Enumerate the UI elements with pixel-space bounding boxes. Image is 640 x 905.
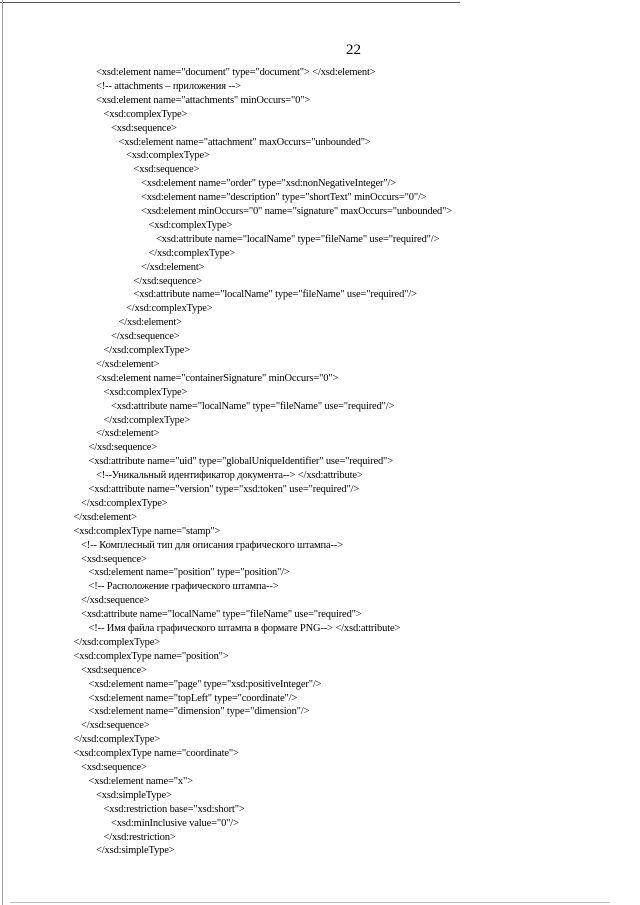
code-line: <xsd:complexType name="stamp"> (73, 525, 221, 537)
code-line: <xsd:complexType name="coordinate"> (73, 748, 239, 760)
code-line: </xsd:element> (118, 317, 182, 329)
code-line: </xsd:complexType> (103, 414, 191, 426)
code-line: </xsd:complexType> (73, 636, 161, 648)
code-line: </xsd:complexType> (73, 734, 161, 746)
code-line: <xsd:sequence> (133, 164, 200, 176)
code-line: <xsd:element minOccurs="0" name="signature" maxOccurs="unbounded"> (141, 206, 453, 217)
code-line: <xsd:element name="page" type="xsd:positiveInteger"/> (88, 678, 322, 690)
code-line: <xsd:sequence> (111, 122, 177, 134)
code-line: <!-- Комплесный тип для описания графического штампа--> (81, 539, 343, 551)
code-line: <xsd:restriction base="xsd:short"> (103, 803, 245, 815)
code-line: </xsd:complexType> (126, 303, 213, 315)
page-number: 22 (346, 42, 361, 58)
code-line: <xsd:complexType> (103, 108, 188, 120)
code-line: <xsd:attribute name="localName" type="fileName" use="required"/> (111, 400, 395, 412)
code-line: </xsd:element> (141, 261, 205, 273)
code-line: <xsd:complexType> (103, 386, 188, 398)
code-line: <xsd:element name="document" type="document"> </xsd:element> (96, 67, 376, 78)
code-line: <xsd:attribute name="localName" type="fileName" use="required"> (81, 609, 362, 621)
code-line: </xsd:sequence> (81, 720, 150, 732)
code-line: <!-- Имя файла графического штампа в формате PNG--> </xsd:attribute> (88, 623, 401, 634)
code-line: <xsd:complexType> (148, 219, 233, 231)
code-line: </xsd:complexType> (103, 345, 191, 356)
code-line: <xsd:element name="attachments" minOccurs="0"> (96, 94, 311, 106)
code-line: </xsd:simpleType> (96, 845, 175, 857)
code-line: </xsd:sequence> (81, 595, 150, 607)
code-line: <xsd:simpleType> (96, 789, 172, 801)
code-line: <xsd:element name="attachment" maxOccurs="unbounded"> (118, 136, 371, 148)
code-line: <xsd:attribute name="version" type="xsd:token" use="required"/> (88, 484, 360, 495)
code-line: <xsd:sequence> (81, 553, 147, 565)
code-line: </xsd:element> (96, 428, 160, 440)
scan-edge-top (0, 2, 460, 3)
code-line: </xsd:complexType> (81, 497, 168, 509)
code-line: <xsd:minInclusive value="0"/> (111, 817, 239, 829)
code-line: <!-- Расположение графического штампа--> (88, 581, 279, 593)
code-line: </xsd:element> (96, 358, 160, 370)
code-line: </xsd:sequence> (133, 275, 202, 287)
code-line: <xsd:complexType> (126, 150, 210, 162)
code-line: <xsd:element name="order" type="xsd:nonNegativeInteger"/> (141, 178, 397, 190)
code-line: <xsd:complexType name="position"> (73, 650, 229, 662)
code-line: <xsd:element name="dimension" type="dimension"/> (88, 706, 310, 718)
code-line: </xsd:sequence> (111, 331, 180, 343)
code-line: <xsd:attribute name="localName" type="fileName" use="required"/> (133, 289, 417, 301)
code-line: <xsd:element name="containerSignature" minOccurs="0"> (96, 372, 339, 384)
code-line: </xsd:restriction> (103, 831, 176, 843)
code-line: <xsd:element name="description" type="shortText" minOccurs="0"/> (141, 192, 427, 204)
code-line: <xsd:element name="position" type="position"/> (88, 567, 290, 579)
code-line: <xsd:sequence> (81, 762, 147, 773)
code-line: <!-- attachments – приложения --> (96, 80, 241, 92)
code-line: <xsd:element name="topLeft" type="coordinate"/> (88, 692, 298, 704)
code-line: <xsd:sequence> (81, 664, 147, 676)
code-line: </xsd:sequence> (88, 442, 157, 454)
code-line: </xsd:element> (73, 511, 137, 523)
code-line: <!--Уникальный идентификатор документа--> </xsd:attribute> (96, 470, 363, 482)
code-line: <xsd:element name="x"> (88, 775, 193, 787)
scan-edge-left (2, 0, 3, 905)
code-line: <xsd:attribute name="localName" type="fileName" use="required"/> (156, 233, 440, 245)
code-line: <xsd:attribute name="uid" type="globalUniqueIdentifier" use="required"> (88, 456, 393, 468)
scan-edge-bottom (10, 902, 610, 903)
code-line: </xsd:complexType> (148, 247, 236, 259)
